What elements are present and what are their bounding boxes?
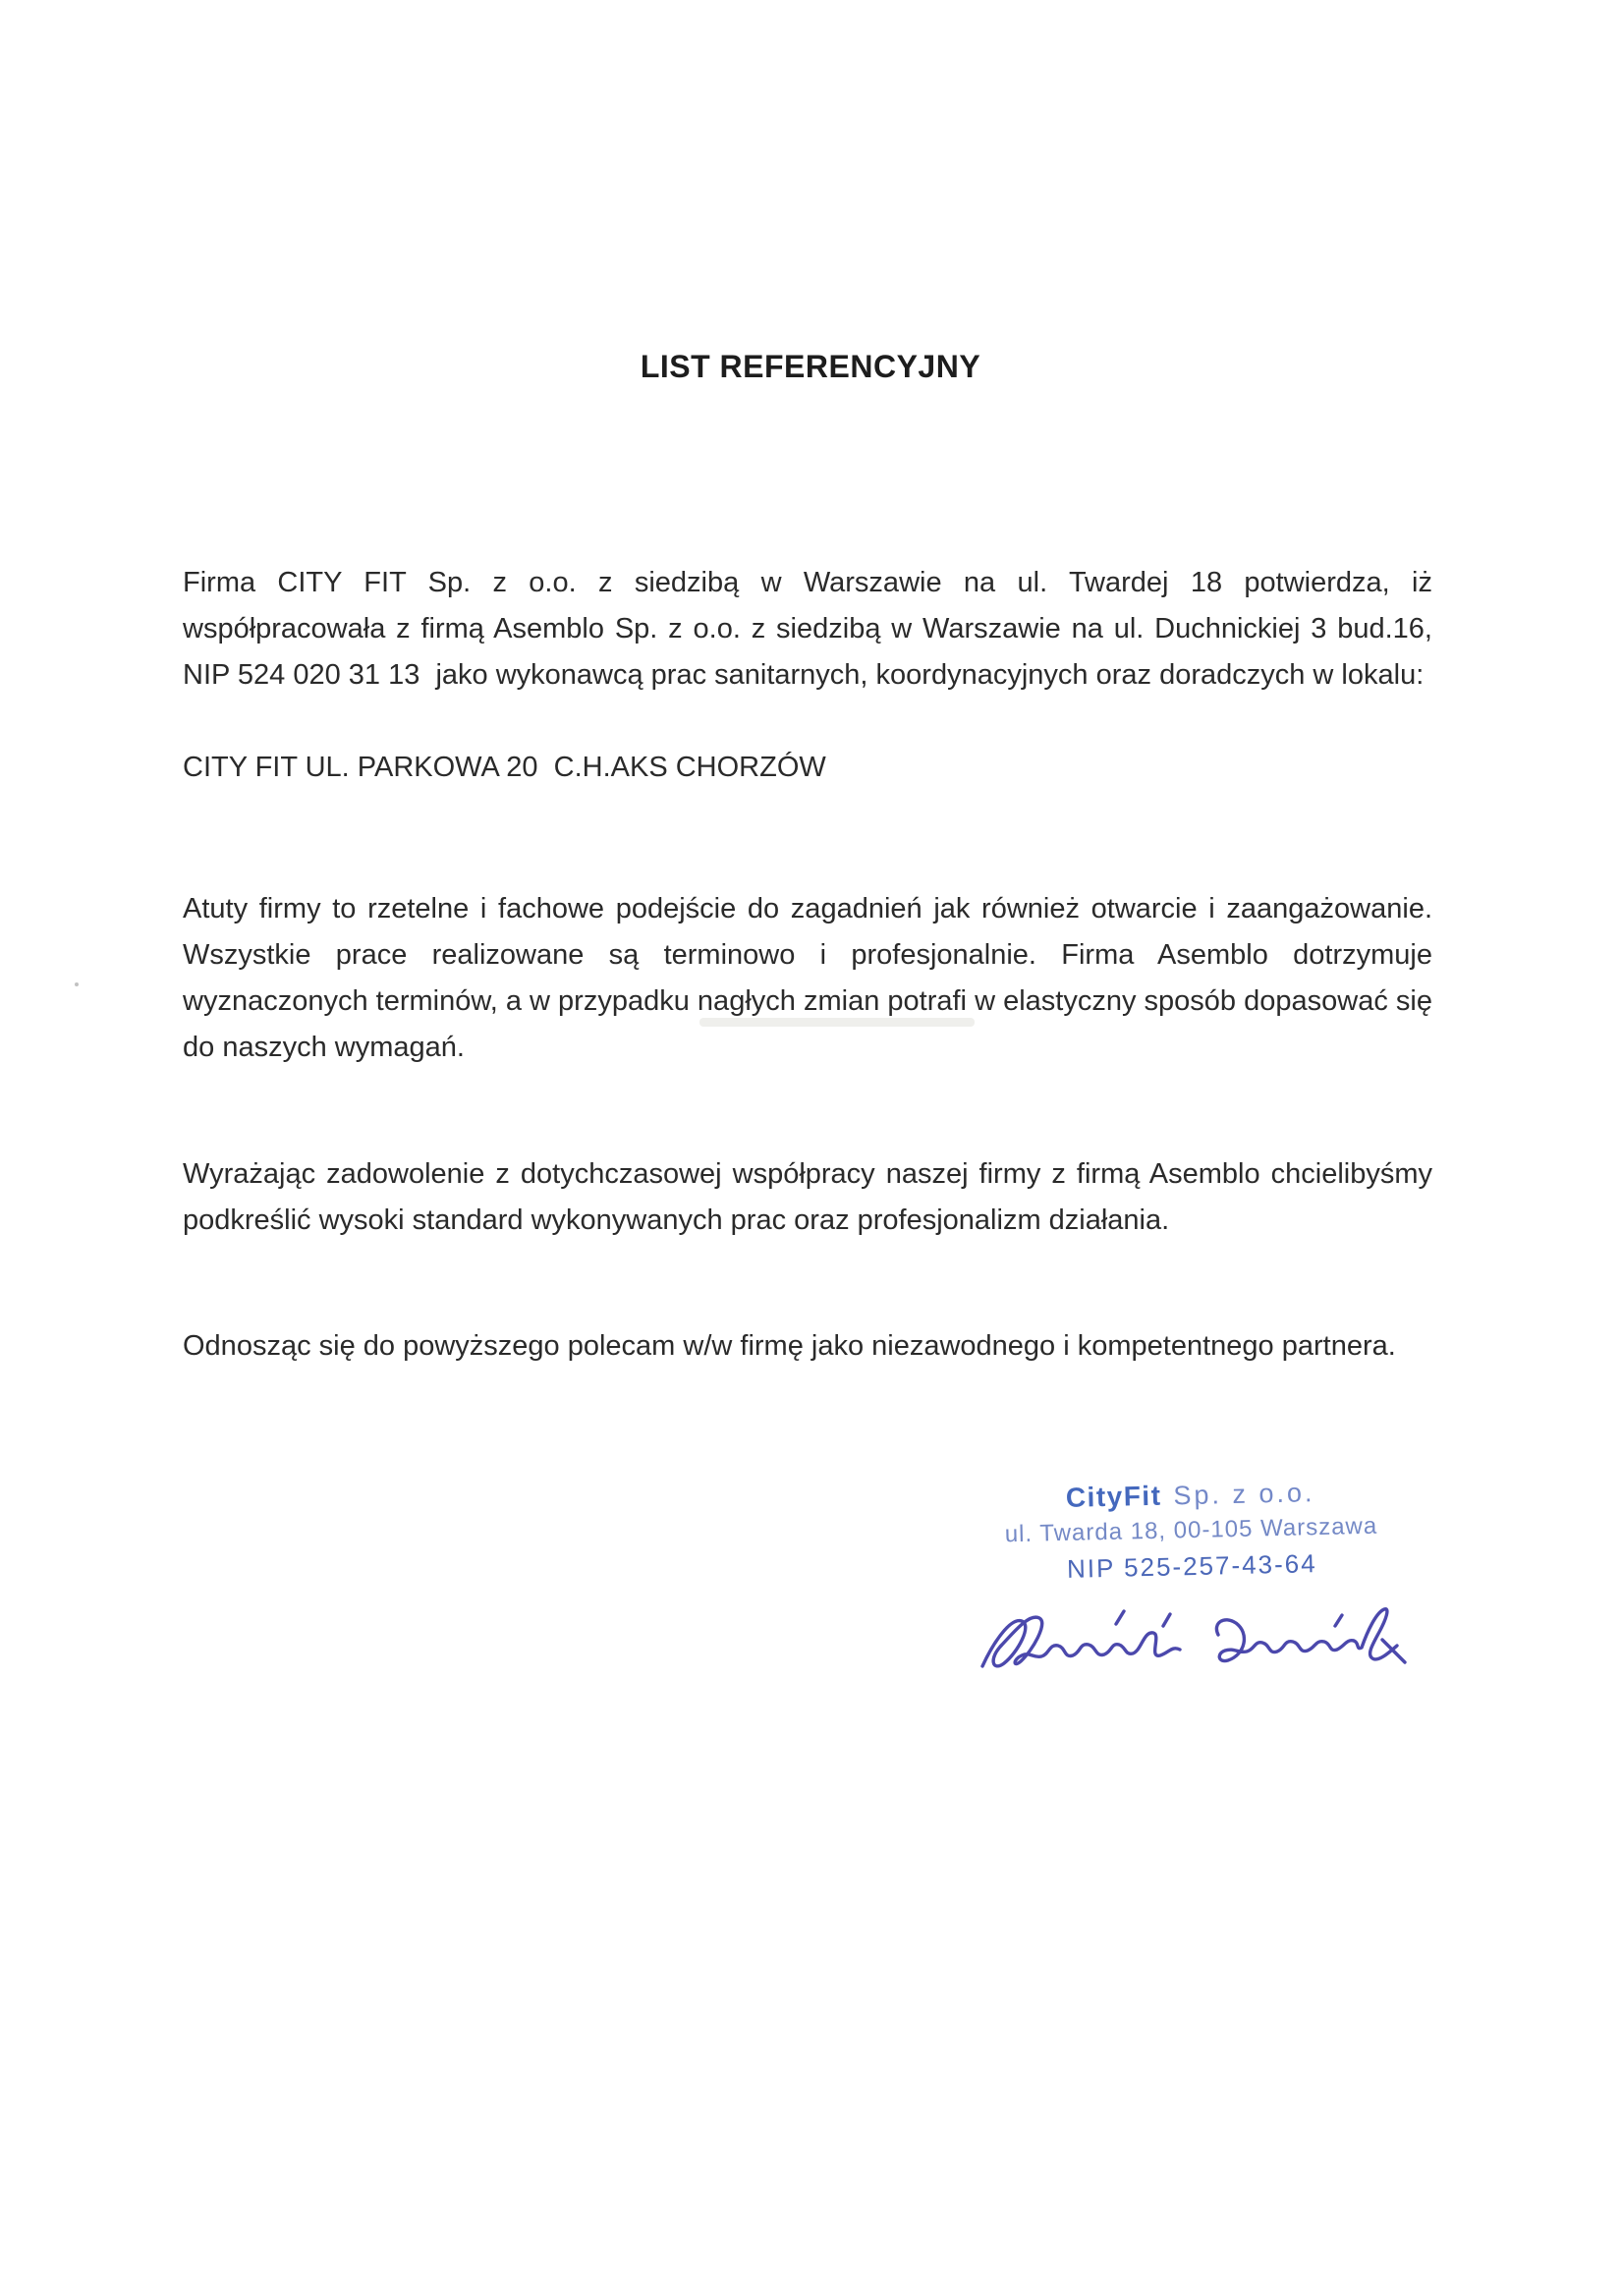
stamp-nip: NIP 525-257-43-64 (1066, 1548, 1317, 1584)
qualities-paragraph: Atuty firmy to rzetelne i fachowe podejście do zagadnień jak również otwarcie i zaangażowanie. Wszystkie prace realizowane są terminowo i profesjonalnie. Firma Asemblo dotrzymuje wyznaczonych terminów, a w przypadku nagłych zmian potrafi w elastyczny sposób dopasować się do naszych wymagań. (183, 893, 1441, 1063)
satisfaction-paragraph: Wyrażając zadowolenie z dotychczasowej współpracy naszej firmy z firmą Asemblo chcielibyśmy podkreślić wysoki standard wykonywanych prac oraz profesjonalizm działania. (183, 1158, 1441, 1236)
stamp-address: ul. Twarda 18, 00-105 Warszawa (1004, 1512, 1378, 1548)
signature-strokes (982, 1609, 1405, 1666)
scan-smudge (699, 1018, 975, 1027)
stamp-company-name: CityFit (1065, 1480, 1162, 1513)
scan-speck (75, 982, 79, 986)
company-stamp (957, 1473, 1425, 1590)
intro-paragraph: Firma CITY FIT Sp. z o.o. z siedzibą w Warszawie na ul. Twardej 18 potwierdza, iż współpracowała z firmą Asemblo Sp. z o.o. z siedzibą w Warszawie na ul. Duchnickiej 3 bud.16, NIP 524 020 31 13 jako wykonawcą prac sanitarnych, koordynacyjnych oraz doradczych w lokalu: (183, 567, 1441, 691)
location-line: CITY FIT UL. PARKOWA 20 C.H.AKS CHORZÓW (183, 752, 826, 783)
recommendation-paragraph: Odnosząc się do powyższego polecam w/w firmę jako niezawodnego i kompetentnego partnera. (183, 1330, 1396, 1362)
stamp-company-suffix: Sp. z o.o. (1173, 1478, 1315, 1511)
handwritten-signature-icon (971, 1599, 1432, 1690)
document-title: LIST REFERENCYJNY (640, 349, 981, 384)
